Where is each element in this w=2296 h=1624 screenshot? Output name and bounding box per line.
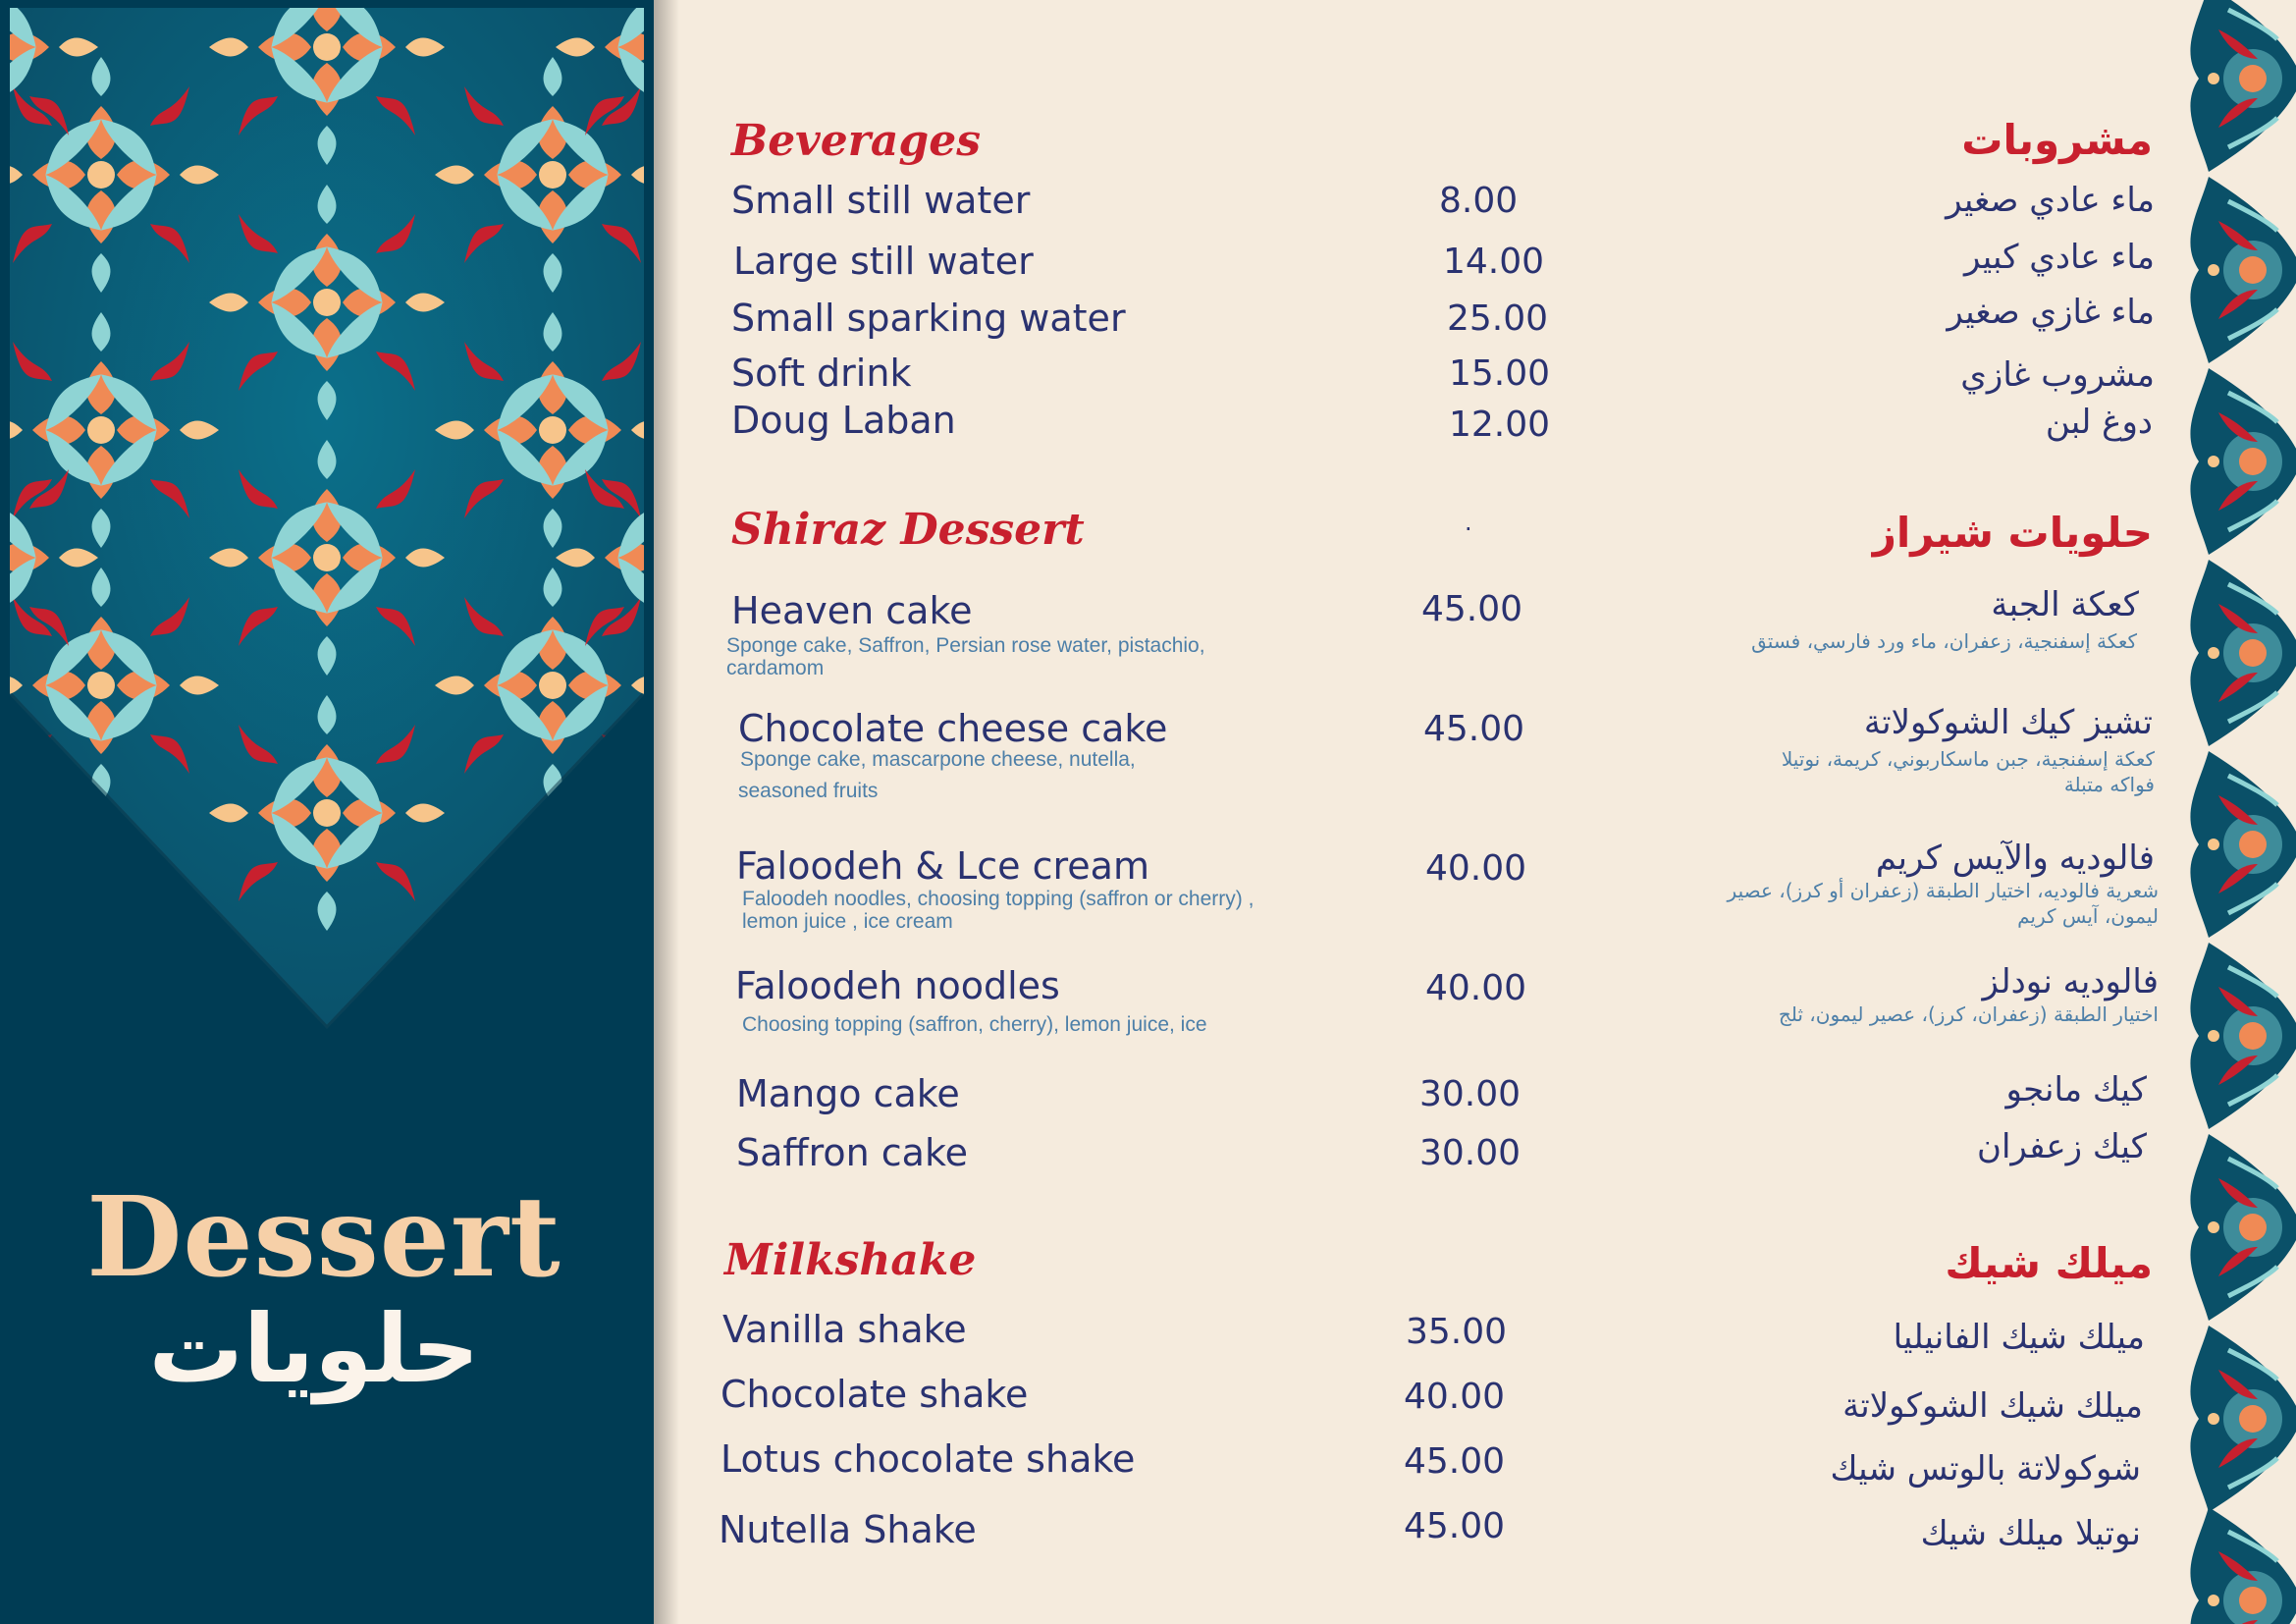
beverage-name-ar: ماء عادي كبير [1963, 238, 2155, 277]
section-title-beverages: Beverages [731, 116, 981, 166]
dessert-description-ar: اختيار الطبقة (زعفران، كرز)، عصير ليمون، ثلج [1778, 1002, 2159, 1026]
milkshake-name: Vanilla shake [722, 1308, 967, 1351]
cover-panel [0, 0, 654, 1624]
beverage-name-ar: ماء غازي صغير [1947, 293, 2155, 332]
dessert-price: 40.00 [1425, 968, 1527, 1008]
dessert-name: Mango cake [736, 1072, 960, 1115]
beverage-price: 12.00 [1449, 405, 1551, 445]
stray-dot: . [1465, 509, 1472, 536]
beverage-name: Small still water [731, 179, 1031, 222]
ornamental-pattern [10, 8, 644, 1029]
dessert-description-ar: شعرية فالوديه، اختيار الطبقة (زعفران أو كرز)، عصير ليمون، آيس كريم [1727, 879, 2159, 928]
milkshake-price: 45.00 [1404, 1441, 1506, 1482]
dessert-description: Sponge cake, mascarpone cheese, nutella, [740, 748, 1136, 771]
dessert-name-ar: فالوديه والآيس كريم [1875, 839, 2155, 878]
dessert-name: Faloodeh & Lce cream [736, 844, 1149, 888]
milkshake-price: 35.00 [1406, 1312, 1508, 1352]
dessert-name-ar: فالوديه نودلز [1982, 962, 2159, 1001]
beverage-name-ar: مشروب غازي [1960, 355, 2155, 395]
dessert-description-ar: كعكة إسفنجية، زعفران، ماء ورد فارسي، فستق [1751, 629, 2137, 653]
dessert-name: Saffron cake [736, 1131, 968, 1174]
milkshake-name: Chocolate shake [721, 1373, 1029, 1416]
beverage-name: Soft drink [731, 352, 912, 395]
milkshake-price: 40.00 [1404, 1377, 1506, 1417]
beverage-price: 14.00 [1443, 242, 1545, 282]
dessert-name-ar: كعكة الجبة [1991, 585, 2139, 624]
milkshake-name-ar: ميلك شيك الشوكولاتة [1842, 1386, 2143, 1426]
beverage-name-ar: دوغ لبن [2045, 403, 2153, 442]
milkshake-name-ar: شوكولاتة بالوتس شيك [1830, 1449, 2141, 1489]
cover-title-en: Dessert [86, 1173, 561, 1302]
dessert-name: Chocolate cheese cake [738, 707, 1168, 750]
cover-title-ar: حلويات [148, 1294, 480, 1404]
beverage-name-ar: ماء عادي صغير [1946, 181, 2155, 220]
dessert-price: 30.00 [1419, 1074, 1522, 1114]
section-title-shiraz-ar: حلويات شيراز [1872, 509, 2153, 557]
dessert-description: Sponge cake, Saffron, Persian rose water, pistachio, cardamom [726, 634, 1205, 679]
section-title-shiraz: Shiraz Dessert [731, 505, 1085, 555]
dessert-name-ar: تشيز كيك الشوكولاتة [1863, 703, 2153, 742]
dessert-name: Faloodeh noodles [735, 964, 1060, 1007]
beverage-price: 8.00 [1439, 181, 1519, 221]
dessert-name-ar: كيك زعفران [1977, 1127, 2147, 1166]
beverage-name: Small sparking water [731, 297, 1126, 340]
dessert-name: Heaven cake [731, 589, 973, 632]
dessert-name-ar: كيك مانجو [2005, 1070, 2147, 1110]
milkshake-name: Lotus chocolate shake [721, 1437, 1136, 1481]
panel-shadow [654, 0, 679, 1624]
beverage-name: Doug Laban [731, 399, 956, 442]
beverage-price: 25.00 [1447, 298, 1549, 339]
beverage-name: Large still water [733, 240, 1034, 283]
dessert-description: seasoned fruits [738, 780, 879, 802]
dessert-price: 30.00 [1419, 1133, 1522, 1173]
dessert-price: 45.00 [1423, 709, 1525, 749]
milkshake-price: 45.00 [1404, 1506, 1506, 1546]
dessert-description: Faloodeh noodles, choosing topping (saffron or cherry) , lemon juice , ice cream [742, 888, 1255, 933]
section-title-milkshake: Milkshake [724, 1235, 977, 1285]
dessert-price: 40.00 [1425, 848, 1527, 889]
beverage-price: 15.00 [1449, 353, 1551, 394]
dessert-description: Choosing topping (saffron, cherry), lemon juice, ice [742, 1013, 1207, 1036]
milkshake-name-ar: ميلك شيك الفانيليا [1893, 1318, 2145, 1357]
milkshake-name: Nutella Shake [719, 1508, 977, 1551]
section-title-milkshake-ar: ميلك شيك [1945, 1239, 2153, 1287]
dessert-price: 45.00 [1421, 589, 1523, 629]
border-ornaments [2189, 0, 2296, 1624]
dessert-description-ar: كعكة إسفنجية، جبن ماسكاربوني، كريمة، نوتيلا فواكه متبلة [1781, 747, 2155, 796]
section-title-beverages-ar: مشروبات [1961, 116, 2153, 164]
milkshake-name-ar: نوتيلا ميلك شيك [1920, 1514, 2141, 1553]
